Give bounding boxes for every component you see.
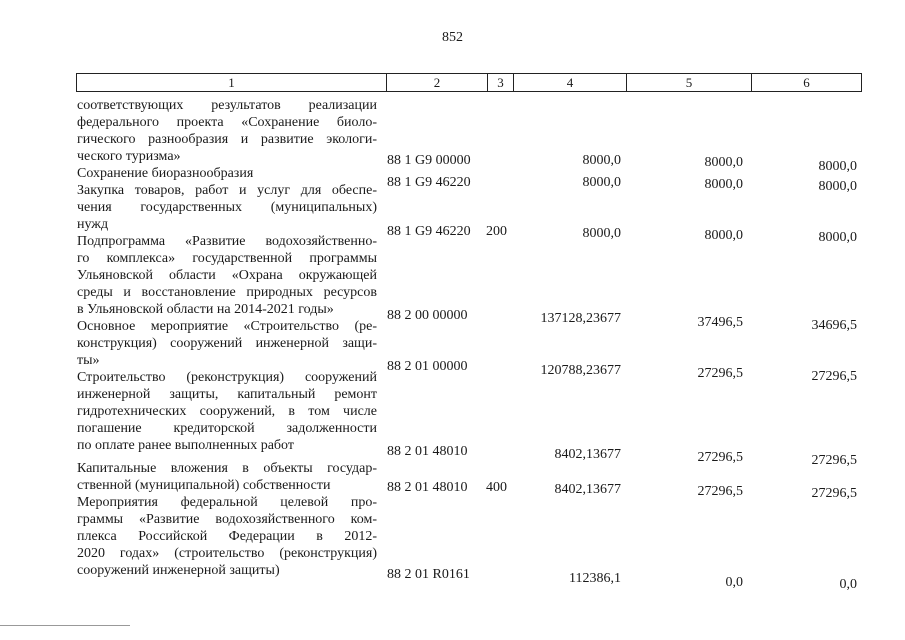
amount-col-4: 8402,13677: [554, 447, 621, 462]
amount-col-6: 0,0: [839, 577, 857, 592]
amount-col-4: 8000,0: [582, 153, 621, 168]
table-header: [76, 73, 862, 97]
amount-col-4: 137128,23677: [540, 311, 621, 326]
amount-col-6: 27296,5: [811, 453, 857, 468]
amount-col-6: 8000,0: [818, 230, 857, 245]
amount-col-6: 8000,0: [818, 179, 857, 194]
header-col-3: 3: [487, 73, 514, 92]
description-line: Капитальные вложения в объекты государ-: [77, 461, 377, 476]
target-code: 88 2 01 48010: [387, 480, 468, 495]
row-description: [77, 97, 377, 165]
description-line: Основное мероприятие «Строительство (ре-: [77, 319, 377, 334]
amount-col-6: 34696,5: [811, 318, 857, 333]
description-line: нужд: [77, 217, 109, 232]
target-code: 88 2 00 00000: [387, 308, 468, 323]
amount-col-6: 27296,5: [811, 369, 857, 384]
amount-col-5: 8000,0: [704, 228, 743, 243]
description-line: соответствующих результатов реализации: [77, 98, 377, 113]
header-col-6: 6: [751, 73, 862, 92]
description-line: Мероприятия федеральной целевой про-: [77, 495, 377, 510]
row-description: [77, 182, 377, 233]
expense-type: 200: [486, 224, 507, 239]
amount-col-5: 27296,5: [697, 450, 743, 465]
description-line: ческого туризма»: [77, 149, 181, 164]
amount-col-4: 8402,13677: [554, 482, 621, 497]
target-code: 88 1 G9 00000: [387, 153, 471, 168]
amount-col-5: 0,0: [725, 575, 743, 590]
amount-col-4: 8000,0: [582, 175, 621, 190]
target-code: 88 2 01 00000: [387, 359, 468, 374]
description-line: граммы «Развитие водохозяйственного ком-: [77, 512, 377, 527]
description-line: Закупка товаров, работ и услуг для обеспе-: [77, 183, 377, 198]
amount-col-6: 27296,5: [811, 486, 857, 501]
amount-col-6: 8000,0: [818, 159, 857, 174]
row-description: [77, 369, 377, 454]
description-line: сооружений инженерной защиты): [77, 563, 280, 578]
header-col-4: 4: [513, 73, 627, 92]
description-line: Сохранение биоразнообразия: [77, 166, 254, 181]
amount-col-5: 27296,5: [697, 366, 743, 381]
row-description: [77, 318, 377, 369]
target-code: 88 1 G9 46220: [387, 175, 471, 190]
target-code: 88 2 01 48010: [387, 444, 468, 459]
header-col-5: 5: [626, 73, 752, 92]
description-line: конструкция) сооружений инженерной защи-: [77, 336, 377, 351]
description-line: ты»: [77, 353, 100, 368]
description-line: федерального проекта «Сохранение биоло-: [77, 115, 377, 130]
row-description: [77, 233, 377, 318]
target-code: 88 1 G9 46220: [387, 224, 471, 239]
amount-col-5: 8000,0: [704, 177, 743, 192]
description-line: среды и восстановление природных ресурсов: [77, 285, 377, 300]
description-line: в Ульяновской области на 2014-2021 годы»: [77, 302, 334, 317]
description-line: ственной (муниципальной) собственности: [77, 478, 331, 493]
description-line: Ульяновской области «Охрана окружающей: [77, 268, 377, 283]
description-line: плекса Российской Федерации в 2012-: [77, 529, 377, 544]
description-line: по оплате ранее выполненных работ: [77, 438, 294, 453]
target-code: 88 2 01 R0161: [387, 567, 470, 582]
amount-col-4: 120788,23677: [540, 363, 621, 378]
amount-col-5: 27296,5: [697, 484, 743, 499]
header-col-1: 1: [76, 73, 387, 92]
row-description: [77, 494, 377, 579]
header-col-2: 2: [386, 73, 488, 92]
row-description: [77, 165, 377, 182]
description-line: чения государственных (муниципальных): [77, 200, 377, 215]
description-line: инженерной защиты, капитальный ремонт: [77, 387, 377, 402]
expense-type: 400: [486, 480, 507, 495]
amount-col-5: 8000,0: [704, 155, 743, 170]
description-line: го комплекса» государственной программы: [77, 251, 377, 266]
amount-col-5: 37496,5: [697, 315, 743, 330]
description-line: гидротехнических сооружений, в том числе: [77, 404, 377, 419]
amount-col-4: 112386,1: [569, 571, 621, 586]
amount-col-4: 8000,0: [582, 226, 621, 241]
description-line: погашение кредиторской задолженности: [77, 421, 377, 436]
description-line: гического разнообразия и развитие экологи-: [77, 132, 377, 147]
footer-rule: [0, 625, 130, 626]
page-number: 852: [442, 30, 463, 45]
description-line: Строительство (реконструкция) сооружений: [77, 370, 377, 385]
row-description: [77, 460, 377, 494]
description-line: 2020 годах» (строительство (реконструкция): [77, 546, 377, 561]
description-line: Подпрограмма «Развитие водохозяйственно-: [77, 234, 377, 249]
